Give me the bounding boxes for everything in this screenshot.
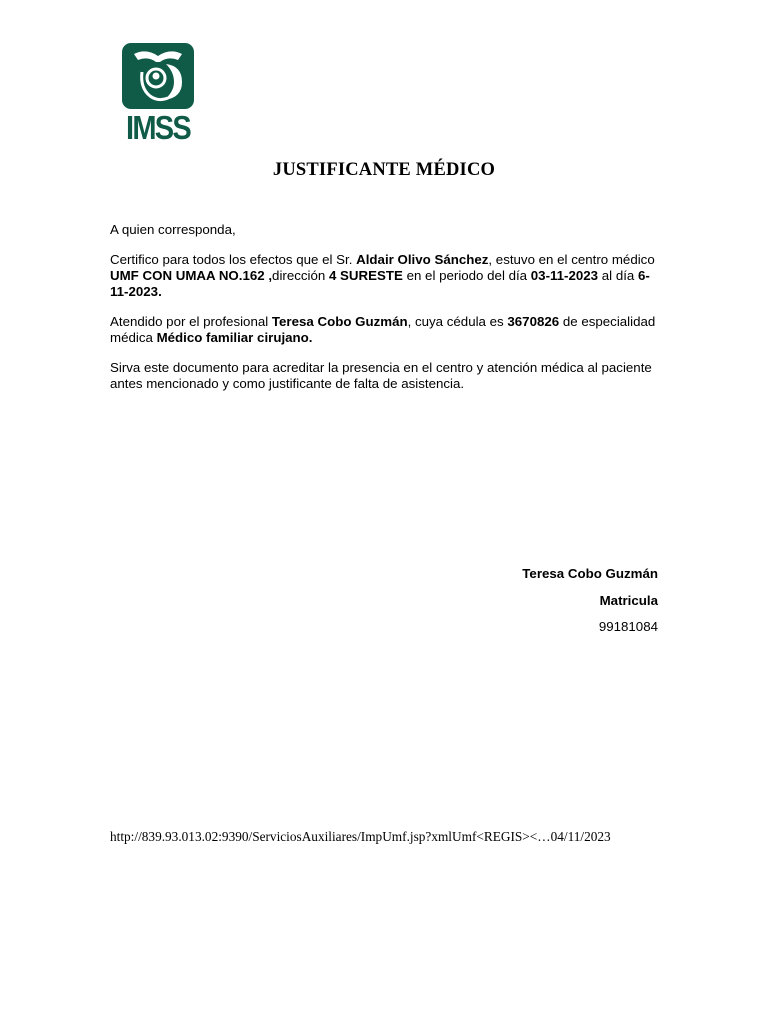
imss-emblem-icon <box>120 42 196 110</box>
attended-paragraph <box>110 314 662 346</box>
attended-text-2: , cuya cédula es <box>407 314 508 329</box>
cert-text-3: dirección <box>272 268 329 283</box>
matricula-number: 99181084 <box>598 619 658 634</box>
signature-name: Teresa Cobo Guzmán <box>522 566 658 581</box>
doctor-name: Teresa Cobo Guzmán <box>271 314 408 329</box>
center-address: 4 SURESTE <box>328 268 403 283</box>
medical-center: UMF CON UMAA NO.162 , <box>110 268 273 283</box>
cert-text-5: al día <box>598 268 638 283</box>
matricula-label: Matricula <box>599 593 658 608</box>
greeting: A quien corresponda, <box>110 222 236 237</box>
imss-logo <box>120 42 196 146</box>
cert-text-2: , estuvo en el centro médico <box>488 252 655 267</box>
cert-text-1: Certifico para todos los efectos que el Sr. <box>110 252 357 267</box>
cert-text-4: en el periodo del día <box>402 268 531 283</box>
certification-paragraph <box>110 252 662 300</box>
closing-paragraph: Sirva este documento para acreditar la presencia en el centro y atención médica al paciente antes mencionado y como justificante de falta de asistencia. <box>110 360 652 391</box>
date-to: 6-11-2023. <box>110 268 650 299</box>
patient-name: Aldair Olivo Sánchez <box>356 252 489 267</box>
attended-text-3: de especialidad médica <box>110 314 656 345</box>
cedula-number: 3670826 <box>507 314 560 329</box>
date-from: 03-11-2023 <box>530 268 599 283</box>
attended-text-1: Atendido por el profesional <box>110 314 272 329</box>
document-title: JUSTIFICANTE MÉDICO <box>272 160 496 180</box>
footer-url: http://839.93.013.02:9390/ServiciosAuxiliares/ImpUmf.jsp?xmlUmf<REGIS><…04/11/2023 <box>110 829 611 844</box>
specialty: Médico familiar cirujano. <box>156 330 313 345</box>
imss-logo-text: IMSS <box>126 109 190 146</box>
